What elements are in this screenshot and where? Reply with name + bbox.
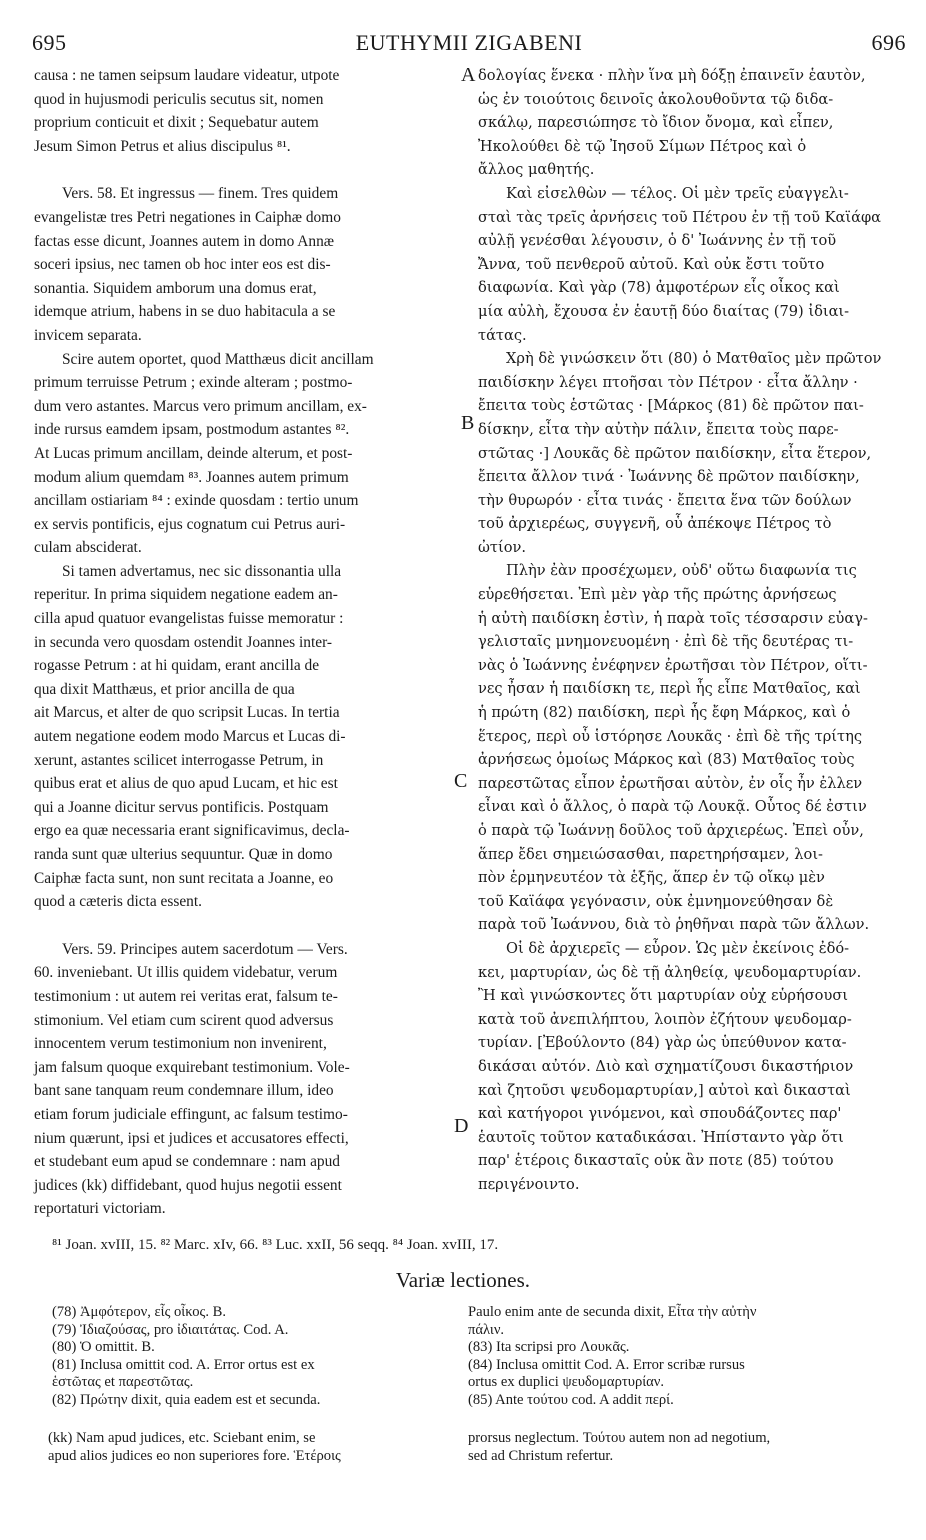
text-line: Jesum Simon Petrus et alius discipulus ⁸¹. [34,137,291,155]
text-line: τοῦ ἀρχιερέως, συγγενῆ, οὗ ἀπέκοψε Πέτρος τὸ [478,515,832,533]
note-kk-right [468,1430,888,1465]
text-line: Caiphæ facta sunt, non sunt recitata a Joanne, eo [34,869,334,887]
text-line: quod a cæteris dicta essent. [34,893,202,911]
text-line: νες ἦσαν ἡ παιδίσκη τε, περὶ ἧς εἶπε Ματθαῖος, καὶ [478,680,861,698]
variae-right-column [468,1304,888,1410]
text-line: στῶτας ·] Λουκᾶς δὲ πρῶτον παιδίσκην, εἶτα ἕτερον, [478,444,872,462]
text-line: ex servis pontificis, ejus cognatum cui Petrus auri- [34,515,346,533]
greek-column [478,64,894,1197]
margin-letter-d: D [454,1115,469,1137]
variant-line: (85) Ante τούτου cod. A addit περί. [468,1391,674,1408]
text-line: τυρίαν. [Ἐβούλοντο (84) γὰρ ὡς ὑπεύθυνον κατα- [478,1034,847,1052]
variant-line: (78) Ἀμφότερον, εἷς οἶκος. B. [52,1304,227,1320]
text-line: Χρὴ δὲ γινώσκειν ὅτι (80) ὁ Ματθαῖος μὲν πρῶτον [506,350,882,368]
variae-left-column [52,1304,452,1410]
margin-letter-b: B [461,412,475,434]
text-line: qua dixit Matthæus, et prior ancilla de qua [34,680,295,698]
text-line: Πλὴν ἐὰν προσέχωμεν, οὐδ' οὕτω διαφωνία τις [506,562,857,580]
text-line: Vers. 59. Principes autem sacerdotum — Vers. [62,940,348,958]
text-line: καὶ ζητοῦσι ψευδομαρτυρίαν,] αὐτοὶ καὶ δικασταὶ [478,1081,851,1099]
text-line: reperitur. In prima siquidem negatione eadem an- [34,586,338,604]
text-line: αὐλῇ γενέσθαι λέγουσιν, ὁ δ' Ἰωάννης ἐν τῇ τοῦ [478,232,837,250]
note-kk-left [48,1430,452,1465]
text-line: ἡ πρώτη (82) παιδίσκη, περὶ ἧς ἔφη Μάρκος, καὶ ὁ [478,704,851,722]
text-line: τοῦ Καϊάφα γεγόνασιν, οὐκ ἐμνημονεύθησαν δὲ [478,892,834,910]
text-line: ὁ παρὰ τῷ Ἰωάννῃ δοῦλος τοῦ ἀρχιερέως. Ἐπεὶ οὖν, [478,822,864,839]
text-line: 60. inveniebant. Ut illis quidem videbatur, verum [34,964,338,982]
text-line: proprium conticuit et dixit ; Sequebatur autem [34,114,319,132]
text-line: idemque atrium, habens in se duo habitacula a se [34,303,336,321]
text-line: judices (kk) diffidebant, quod hujus negotii essent [34,1176,342,1194]
text-line: factas esse dicunt, Joannes autem in domo Annæ [34,232,335,250]
text-line: καὶ κατήγοροι γινόμενοι, καὶ σπουδάζοντες παρ' [478,1105,842,1123]
text-line: ἅπερ ἔδει σημειώσασθαι, παρετηρήσαμεν, λοι- [478,845,823,863]
text-line: Ἢ καὶ γινώσκοντες ὅτι μαρτυρίαν οὐχ εὑρήσουσι [478,987,849,1005]
variant-line: (83) Ita scripsi pro Λουκᾶς. [468,1339,630,1356]
variae-lectiones-title: Variæ lectiones. [395,1268,531,1292]
text-line: inde rursus eamdem ipsam, postmodum astantes ⁸². [34,421,350,439]
text-line: ἡ αὐτὴ παιδίσκη ἐστὶν, ἡ παρὰ τοῖς τέσσαρσιν εὐαγ- [478,609,868,627]
text-line: κει, μαρτυρίαν, ὡς δὲ τῇ ἀληθείᾳ, ψευδομαρτυρίαν. [478,963,862,981]
text-line: Si tamen advertamus, nec sic dissonantia ulla [62,562,342,580]
text-line: σκάλῳ, παρεσιώπησε τὸ ἴδιον ὄνομα, καὶ εἶπεν, [478,114,834,132]
text-line: testimonium : ut autem rei veritas erat, falsum te- [34,987,338,1005]
left-page-number: 695 [32,30,67,55]
right-page-number: 696 [871,30,906,55]
text-line: culam absciderat. [34,539,142,557]
text-line: δικάσαι αὐτόν. Διὸ καὶ σχηματίζουσι δικαστήριον [478,1057,854,1075]
text-line: sonantia. Siquidem amborum una domus erat, [34,279,317,297]
text-line: randa sunt quæ ulterius sequuntur. Quæ in domo [34,846,333,863]
text-line: cilla apud quatuor evangelistas fuisse memoratur : [34,610,344,628]
text-line: κατὰ τοῦ ἀνεπιλήπτου, λοιπὸν ἐζήτουν ψευδομαρ- [478,1010,852,1028]
text-line: παρ' ἑτέροις δικασταῖς οὐκ ἂν ποτε (85) τούτου [478,1152,834,1170]
text-line: ancillam ostiariam ⁸⁴ : exinde quosdam : tertio unum [34,492,359,510]
text-line: rogasse Petrum : at hi quidam, erant ancilla de [34,657,320,675]
text-line: ἔπειτα τοὺς ἑστῶτας · [Μάρκος (81) δὲ πρῶτον παι- [478,397,864,415]
text-line: τάτας. [478,326,527,344]
text-line: At Lucas primum ancillam, deinde alterum, et post- [34,444,353,462]
text-line: σταὶ τὰς τρεῖς ἀρνήσεις τοῦ Πέτρου ἐν τῇ τοῦ Καϊάφα [478,208,882,226]
text-line: ergo ea quæ necessaria erant significavimus, decla- [34,822,350,840]
variant-line: ἑστῶτας et παρεστῶτας. [52,1374,194,1391]
variant-line: ortus ex duplici ψευδομαρτυρίαν. [468,1374,665,1391]
footnote-references: ⁸¹ Joan. xvIII, 15. ⁸² Marc. xIv, 66. ⁸³ Luc. xxII, 56 seqq. ⁸⁴ Joan. xvIII, 17. [52,1237,499,1253]
text-line: causa : ne tamen seipsum laudare videatur, utpote [34,67,340,84]
text-line: quod in hujusmodi periculis secutus sit, nomen [34,90,324,108]
note-line: apud alios judices eo non superiores fore. Ἑτέροις [48,1447,341,1464]
text-line: νὰς ὁ Ἰωάννης ἐνέφηνεν ἐρωτῆσαι τὸν Πέτρον, οἵτι- [478,656,868,674]
variant-line: (84) Inclusa omittit Cod. A. Error scribæ rursus [468,1356,745,1373]
text-line: ἀρνήσεως ὁμοίως Μάρκος καὶ (83) Ματθαῖος τοὺς [478,751,855,769]
variant-line: (79) Ἰδιαζούσας, pro ἰδιαιτάτας. Cod. A. [52,1321,289,1338]
text-line: qui a Joanne dicitur servus pontificis. Postquam [34,798,329,816]
text-line: δίσκην, εἶτα τὴν αὐτὴν πάλιν, ἔπειτα τοὺς παρε- [478,420,839,438]
text-line: Ἄννα, τοῦ πενθεροῦ αὐτοῦ. Καὶ οὐκ ἔστι τοῦτο [478,255,825,273]
variant-line: (81) Inclusa omittit cod. A. Error ortus est ex [52,1356,315,1373]
text-line: Οἱ δὲ ἀρχιερεῖς — εὗρον. Ὡς μὲν ἐκείνοις ἐδό- [506,939,850,957]
text-line: γελισταῖς μνημονευομένη · ἐπὶ δὲ τῆς δευτέρας τι- [478,633,854,651]
variant-line: πάλιν. [468,1321,505,1338]
text-line: autem negatione eodem modo Marcus et Lucas di- [34,728,346,746]
margin-letter-c: C [454,770,468,792]
text-line: dum vero astantes. Marcus vero primum ancillam, ex- [34,397,367,415]
text-line: et studebant eum apud se condemnare : nam apud [34,1153,341,1171]
text-line: ἕτερος, περὶ οὗ ἱστόρησε Λουκᾶς · ἐπὶ δὲ τῆς τρίτης [478,727,862,745]
text-line: nium quærunt, ipsi et judices et accusatores effecti, [34,1129,349,1147]
text-line: etiam forum judiciale effingunt, ac falsum testimo- [34,1105,348,1123]
text-line: παρὰ τοῦ Ἰωάννου, διὰ τὸ ῥηθῆναι παρὰ τῶν ἄλλων. [478,916,870,934]
text-line: ἔπειτα ἄλλον τινά · Ἰωάννης δὲ πρῶτον παιδίσκην, [478,468,860,486]
text-line: stimonium. Vel etiam cum scirent quod adversus [34,1011,334,1029]
text-line: in secunda vero quosdam ostendit Joannes inter- [34,633,333,651]
note-line: sed ad Christum refertur. [468,1447,614,1464]
text-line: quibus erat et alius de quo apud Lucam, et hic est [34,775,338,793]
text-line: ὡς ἐν τοιούτοις δεινοῖς ἀκολουθοῦντα τῷ διδα- [478,90,834,108]
text-line: παιδίσκην λέγει πτοῆσαι τὸν Πέτρον · εἶτα ἄλλην · [478,373,858,391]
running-header [32,30,906,56]
text-line: δολογίας ἕνεκα · πλὴν ἵνα μὴ δόξῃ ἐπαινεῖν ἑαυτὸν, [478,67,866,84]
text-line: primum terruisse Petrum ; exinde alteram ; postmo- [34,374,353,392]
text-line: Scire autem oportet, quod Matthæus dicit ancillam [62,350,374,368]
text-line: τὴν θυρωρόν · εἶτα τινάς · ἔπειτα ἕνα τῶν δούλων [478,491,852,509]
text-line: bant sane tanquam reum condemnare illum, ideo [34,1082,334,1100]
text-line: xerunt, astantes scilicet interrogasse Petrum, in [34,751,324,769]
text-line: παρεστῶτας εἶπον ἐρωτῆσαι αὐτὸν, ἐν οἷς ἦν ἐλλεν [478,774,863,792]
latin-column [34,64,452,1221]
text-line: invicem separata. [34,326,142,344]
text-line: soceri ipsius, nec tamen ob hoc inter eos est dis- [34,256,331,274]
note-line: (kk) Nam apud judices, etc. Sciebant enim, se [48,1430,316,1446]
text-line: Καὶ εἰσελθὼν — τέλος. Οἱ μὲν τρεῖς εὐαγγελι- [506,184,849,202]
text-line: ἄλλος μαθητής. [478,161,595,179]
variant-line: Paulo enim ante de secunda dixit, Εἶτα τὴν αὐτὴν [468,1304,757,1320]
text-line: ὠτίον. [478,538,526,556]
running-title: EUTHYMII ZIGABENI [355,30,583,55]
text-line: evangelistæ tres Petri negationes in Caiphæ domo [34,208,341,226]
text-line: jam falsum quoque exquirebant testimonium. Vole- [34,1058,350,1076]
text-line: modum alium quemdam ⁸³. Joannes autem primum [34,468,349,486]
text-line: ἑαυτοῖς τοῦτον καταδικάσαι. Ἠπίσταντο γὰρ ὅτι [478,1128,844,1146]
text-line: innocentem verum testimonium non invenirent, [34,1035,327,1053]
variant-line: (82) Πρώτην dixit, quia eadem est et secunda. [52,1391,321,1408]
text-line: εἶναι καὶ ὁ ἄλλος, ὁ παρὰ τῷ Λουκᾷ. Οὗτος δέ ἐστιν [478,798,867,816]
text-line: περιγένοιντο. [478,1175,580,1193]
text-line: reportaturi victoriam. [34,1200,166,1218]
margin-letter-a: A [461,64,476,86]
text-line: πὸν ἑρμηνευτέον τὰ ἑξῆς, ἅπερ ἐν τῷ οἴκῳ μὲν [478,869,825,887]
text-line: διαφωνία. Καὶ γὰρ (78) ἀμφοτέρων εἷς οἶκος καὶ [478,279,840,297]
text-line: Ἠκολούθει δὲ τῷ Ἰησοῦ Σίμων Πέτρος καὶ ὁ [478,137,807,155]
text-line: ait Marcus, et alter de quo scripsit Lucas. In tertia [34,704,340,722]
text-line: Vers. 58. Et ingressus — finem. Tres quidem [62,185,339,203]
note-line: prorsus neglectum. Τούτου autem non ad negotium, [468,1430,771,1446]
text-line: εὑρεθήσεται. Ἐπὶ μὲν γὰρ τῆς πρώτης ἀρνήσεως [478,586,837,604]
text-line: μία αὐλὴ, ἔχουσα ἐν ἑαυτῇ δύο διαίτας (79) ἰδιαι- [478,302,850,320]
variant-line: (80) Ὁ omittit. B. [52,1339,155,1356]
